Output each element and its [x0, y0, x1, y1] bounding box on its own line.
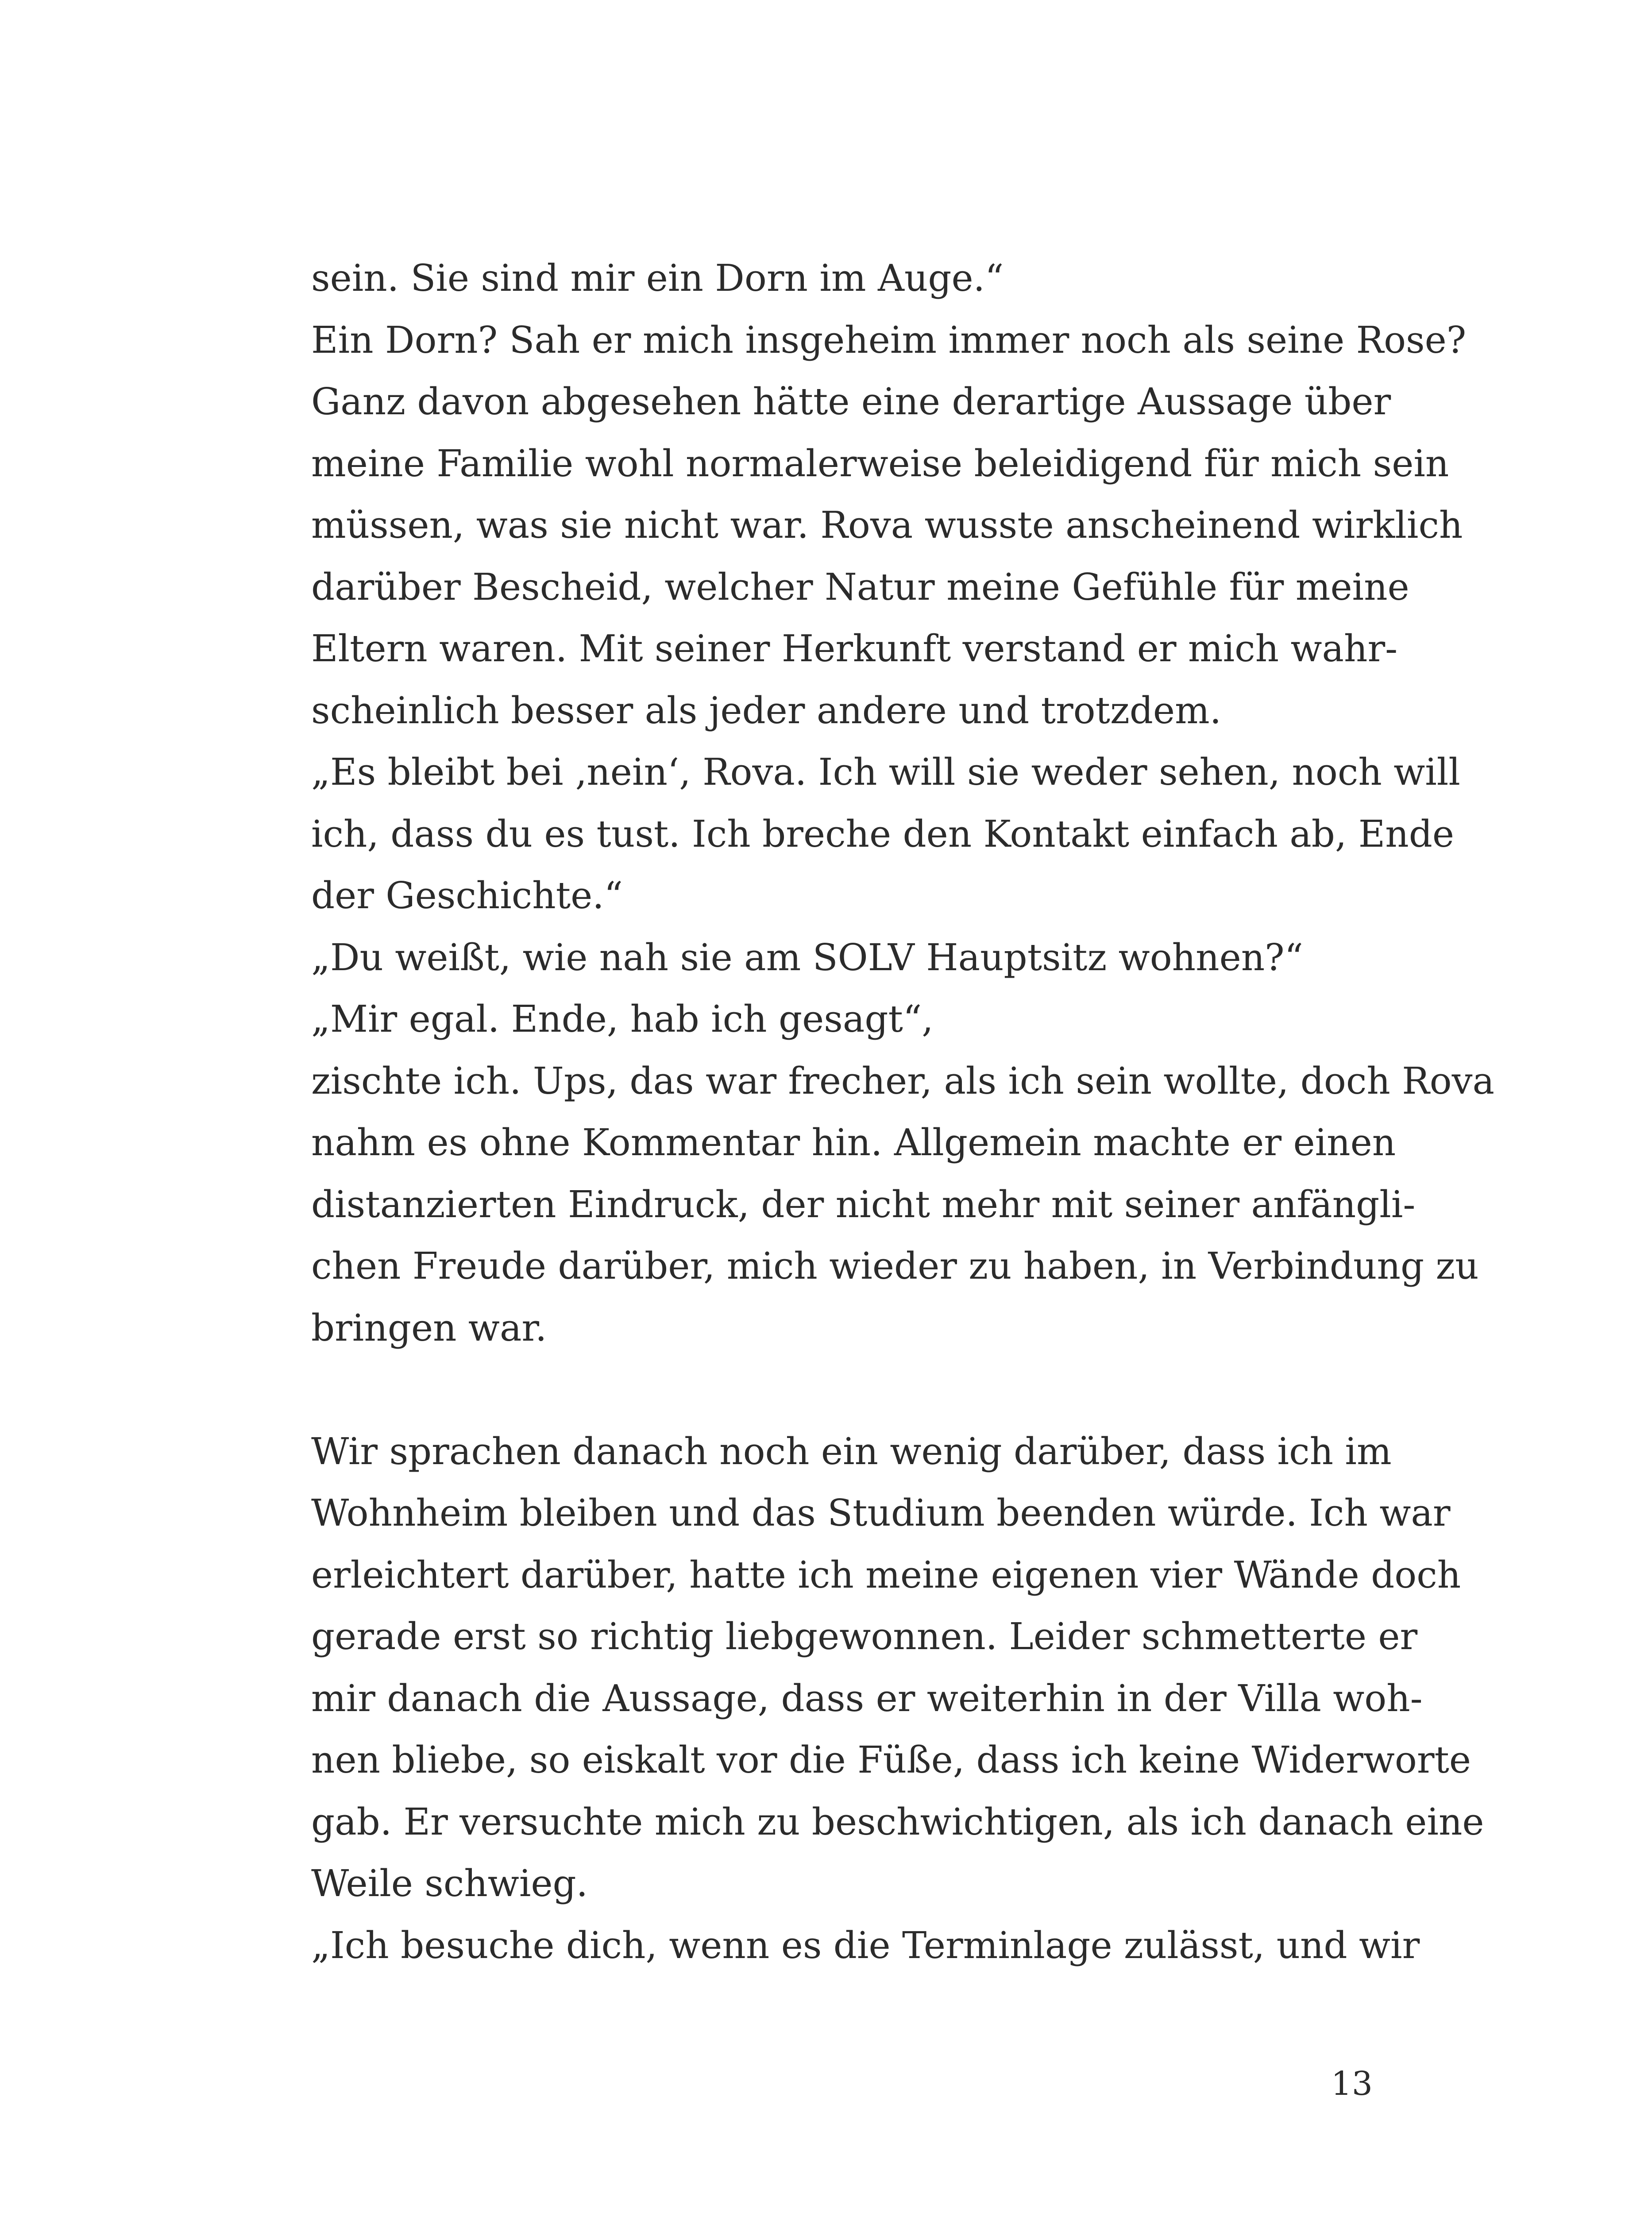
- text-line: Ganz davon abgesehen hätte eine derartige Aussage über: [311, 380, 1391, 423]
- text-line: „Du weißt, wie nah sie am SOLV Hauptsitz wohnen?“: [311, 936, 1304, 979]
- text-line: gab. Er versuchte mich zu beschwichtigen, als ich danach eine: [311, 1800, 1484, 1843]
- text-line: meine Familie wohl normalerweise beleidigend für mich sein: [311, 442, 1449, 485]
- text-line: Wir sprachen danach noch ein wenig darüber, dass ich im: [311, 1430, 1392, 1473]
- text-line: darüber Bescheid, welcher Natur meine Gefühle für meine: [311, 566, 1409, 609]
- text-line: müssen, was sie nicht war. Rova wusste anscheinend wirklich: [311, 504, 1463, 547]
- text-line: „Es bleibt bei ‚nein‘, Rova. Ich will sie weder sehen, noch will: [311, 751, 1460, 794]
- text-line: „Mir egal. Ende, hab ich gesagt“,: [311, 998, 934, 1041]
- text-line: mir danach die Aussage, dass er weiterhin in der Villa woh-: [311, 1677, 1423, 1720]
- text-line: ich, dass du es tust. Ich breche den Kontakt einfach ab, Ende: [311, 813, 1454, 856]
- text-line: nen bliebe, so eiskalt vor die Füße, dass ich keine Widerworte: [311, 1739, 1471, 1781]
- text-line: Wohnheim bleiben und das Studium beenden würde. Ich war: [311, 1492, 1451, 1534]
- text-line: sein. Sie sind mir ein Dorn im Auge.“: [311, 257, 1004, 300]
- text-line: chen Freude darüber, mich wieder zu haben, in Verbindung zu: [311, 1245, 1479, 1288]
- text-line: distanzierten Eindruck, der nicht mehr mit seiner anfängli-: [311, 1183, 1416, 1226]
- text-line: der Geschichte.“: [311, 874, 623, 917]
- text-line: Eltern waren. Mit seiner Herkunft verstand er mich wahr-: [311, 627, 1398, 670]
- page-number: 13: [1331, 2065, 1373, 2103]
- text-line: erleichtert darüber, hatte ich meine eigenen vier Wände doch: [311, 1554, 1461, 1596]
- text-line: Ein Dorn? Sah er mich insgeheim immer noch als seine Rose?: [311, 319, 1467, 362]
- text-line: zischte ich. Ups, das war frecher, als ich sein wollte, doch Rova: [311, 1060, 1495, 1103]
- text-line: „Ich besuche dich, wenn es die Terminlage zulässt, und wir: [311, 1924, 1420, 1967]
- text-line: Weile schwieg.: [311, 1862, 588, 1905]
- text-line: scheinlich besser als jeder andere und trotzdem.: [311, 689, 1222, 732]
- text-line: nahm es ohne Kommentar hin. Allgemein machte er einen: [311, 1121, 1396, 1164]
- text-line: gerade erst so richtig liebgewonnen. Leider schmetterte er: [311, 1615, 1418, 1658]
- text-line: bringen war.: [311, 1307, 547, 1349]
